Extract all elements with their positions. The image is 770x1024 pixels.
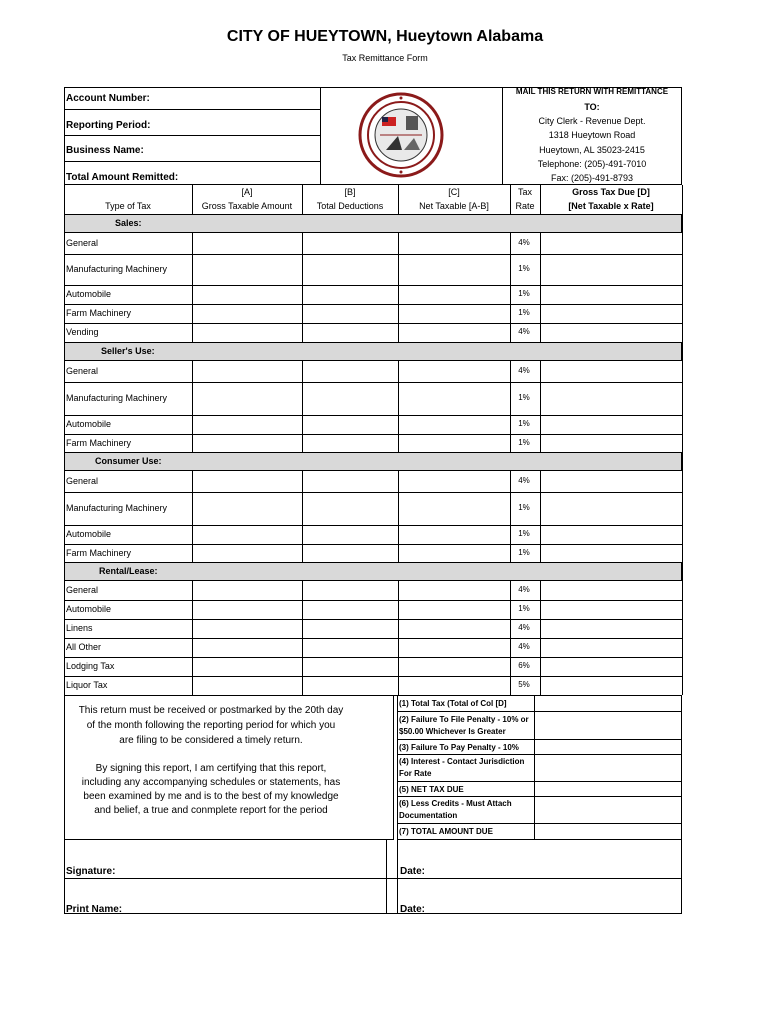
net-taxable-field[interactable] (399, 545, 509, 561)
gross-tax-due-field[interactable] (541, 601, 681, 618)
total-tax-field[interactable] (536, 697, 680, 710)
col-d-header: Gross Tax Due [D] (572, 187, 650, 197)
net-taxable-field[interactable] (399, 677, 509, 694)
print-name-field[interactable] (130, 884, 380, 912)
gross-taxable-field[interactable] (193, 324, 301, 341)
note-line-3: are filing to be considered a timely return. (119, 735, 303, 746)
section-consumer-use: Consumer Use: (64, 452, 682, 471)
deductions-field[interactable] (303, 620, 397, 637)
gross-tax-due-field[interactable] (541, 493, 681, 524)
row-label: Farm Machinery (66, 437, 132, 448)
net-taxable-field[interactable] (399, 234, 509, 253)
deductions-field[interactable] (303, 493, 397, 524)
gross-taxable-field[interactable] (193, 526, 301, 543)
row-label: Linens (66, 623, 93, 633)
signature-label: Signature: (66, 866, 116, 877)
row-label: Automobile (66, 419, 112, 429)
deductions-field[interactable] (303, 305, 397, 322)
note-line-2: of the month following the reporting period for which you (86, 720, 336, 731)
row-rate: 1% (518, 604, 530, 613)
gross-taxable-field[interactable] (193, 234, 301, 253)
row-rate: 4% (518, 327, 530, 336)
row-label: Manufacturing Machinery (66, 503, 168, 513)
note-line-7: and belief, a true and conmplete report for the period (94, 805, 328, 816)
col-rate-header: Tax (517, 187, 532, 197)
net-taxable-field[interactable] (399, 582, 509, 599)
net-taxable-field[interactable] (399, 286, 509, 303)
row-label: Manufacturing Machinery (66, 264, 168, 274)
summary-less-credits: (6) Less Credits - Must Attach (399, 799, 512, 808)
row-rate: 4% (518, 642, 530, 651)
row-rate: 1% (518, 503, 530, 512)
deductions-field[interactable] (303, 416, 397, 433)
row-rate: 1% (518, 419, 530, 428)
gross-tax-due-field[interactable] (541, 234, 681, 253)
total-amount-remitted-label: Total Amount Remitted: (66, 172, 179, 183)
row-label: Vending (66, 327, 99, 337)
net-tax-due-field[interactable] (536, 783, 680, 795)
less-credits-field[interactable] (536, 798, 680, 822)
summary-net-tax-due: (5) NET TAX DUE (399, 785, 464, 794)
row-label: Automobile (66, 289, 112, 299)
gross-taxable-field[interactable] (193, 493, 301, 524)
row-rate: 4% (518, 623, 530, 632)
row-label: All Other (66, 642, 102, 652)
date-label-2: Date: (400, 904, 426, 915)
deductions-field[interactable] (303, 362, 397, 381)
col-a-subheader: Gross Taxable Amount (201, 201, 293, 211)
signature-field[interactable] (130, 850, 380, 876)
net-taxable-field[interactable] (399, 526, 509, 543)
deductions-field[interactable] (303, 601, 397, 618)
net-taxable-field[interactable] (399, 416, 509, 433)
deductions-field[interactable] (303, 383, 397, 414)
mail-line-4: 1318 Hueytown Road (548, 130, 636, 140)
deductions-field[interactable] (303, 639, 397, 656)
gross-tax-due-field[interactable] (541, 383, 681, 414)
gross-tax-due-field[interactable] (541, 639, 681, 656)
row-rate: 4% (518, 585, 530, 594)
summary-interest-2: For Rate (399, 769, 432, 778)
mail-line-3: City Clerk - Revenue Dept. (538, 116, 646, 126)
row-label: Manufacturing Machinery (66, 393, 168, 403)
gross-taxable-field[interactable] (193, 582, 301, 599)
net-taxable-field[interactable] (399, 601, 509, 618)
failure-to-pay-field[interactable] (536, 741, 680, 753)
deductions-field[interactable] (303, 582, 397, 599)
row-rate: 4% (518, 238, 530, 247)
section-rental-lease: Rental/Lease: (64, 562, 682, 581)
section-sales: Sales: (64, 214, 682, 233)
row-rate: 1% (518, 437, 530, 447)
row-rate: 1% (518, 264, 530, 273)
gross-tax-due-field[interactable] (541, 416, 681, 433)
summary-less-credits-2: Documentation (399, 811, 458, 820)
gross-taxable-field[interactable] (193, 677, 301, 694)
gross-taxable-field[interactable] (193, 383, 301, 414)
row-label: Automobile (66, 529, 112, 539)
page-subtitle: Tax Remittance Form (342, 53, 428, 63)
deductions-field[interactable] (303, 658, 397, 675)
gross-taxable-field[interactable] (193, 286, 301, 303)
deductions-field[interactable] (303, 255, 397, 284)
gross-tax-due-field[interactable] (541, 545, 681, 561)
gross-tax-due-field[interactable] (541, 324, 681, 341)
net-taxable-field[interactable] (399, 362, 509, 381)
failure-to-file-field[interactable] (536, 713, 680, 738)
gross-tax-due-field[interactable] (541, 677, 681, 694)
row-label: General (66, 476, 99, 486)
mail-line-1: MAIL THIS RETURN WITH REMITTANCE (515, 87, 669, 96)
gross-taxable-field[interactable] (193, 545, 301, 561)
net-taxable-field[interactable] (399, 493, 509, 524)
summary-interest: (4) Interest - Contact Jurisdiction (399, 757, 525, 766)
gross-taxable-field[interactable] (193, 255, 301, 284)
col-b-header: [B] (344, 187, 356, 197)
col-type-header: Type of Tax (105, 201, 151, 211)
col-b-subheader: Total Deductions (316, 201, 384, 211)
net-taxable-field[interactable] (399, 383, 509, 414)
deductions-field[interactable] (303, 286, 397, 303)
gross-tax-due-field[interactable] (541, 286, 681, 303)
date-label: Date: (400, 866, 426, 877)
gross-taxable-field[interactable] (193, 620, 301, 637)
row-label: General (66, 238, 99, 248)
deductions-field[interactable] (303, 526, 397, 543)
section-sellers-use: Seller's Use: (64, 342, 682, 361)
deductions-field[interactable] (303, 234, 397, 253)
row-rate: 4% (518, 366, 530, 375)
gross-tax-due-field[interactable] (541, 658, 681, 675)
gross-taxable-field[interactable] (193, 639, 301, 656)
row-label: Farm Machinery (66, 308, 132, 318)
row-label: General (66, 585, 99, 595)
row-rate: 1% (518, 547, 530, 557)
net-taxable-field[interactable] (399, 658, 509, 675)
gross-tax-due-field[interactable] (541, 472, 681, 491)
row-rate: 4% (518, 476, 530, 485)
row-rate: 5% (518, 680, 530, 689)
interest-field[interactable] (536, 756, 680, 780)
summary-total-tax: (1) Total Tax (Total of Col [D] (399, 699, 507, 708)
col-a-header: [A] (241, 187, 253, 197)
gross-taxable-field[interactable] (193, 435, 301, 451)
row-label: Liquor Tax (66, 680, 108, 690)
row-label: General (66, 366, 99, 376)
gross-taxable-field[interactable] (193, 362, 301, 381)
account-number-label: Account Number: (66, 93, 150, 104)
deductions-field[interactable] (303, 545, 397, 561)
note-line-6: been examined by me and is to the best of my knowledge (83, 791, 339, 802)
gross-tax-due-field[interactable] (541, 362, 681, 381)
row-rate: 1% (518, 393, 530, 402)
date-field[interactable] (432, 850, 678, 876)
col-c-header: [C] (448, 187, 460, 197)
note-line-5: including any accompanying schedules or statements, has (81, 777, 341, 788)
row-label: Lodging Tax (66, 661, 115, 671)
deductions-field[interactable] (303, 435, 397, 451)
reporting-period-label: Reporting Period: (66, 120, 151, 131)
print-name-label: Print Name: (66, 904, 123, 915)
note-line-4: By signing this report, I am certifying that this report, (95, 763, 327, 774)
row-rate: 1% (518, 308, 530, 317)
col-c-subheader: Net Taxable [A-B] (419, 201, 489, 211)
page-title: CITY OF HUEYTOWN, Hueytown Alabama (226, 28, 544, 45)
net-taxable-field[interactable] (399, 639, 509, 656)
gross-tax-due-field[interactable] (541, 255, 681, 284)
net-taxable-field[interactable] (399, 255, 509, 284)
note-line-1: This return must be received or postmarked by the 20th day (78, 705, 344, 716)
summary-failure-to-file-2: $50.00 Whichever Is Greater (399, 727, 506, 736)
gross-tax-due-field[interactable] (541, 582, 681, 599)
net-taxable-field[interactable] (399, 305, 509, 322)
mail-line-6: Telephone: (205)-491-7010 (537, 159, 647, 169)
mail-line-7: Fax: (205)-491-8793 (550, 173, 634, 183)
row-rate: 6% (518, 661, 530, 670)
row-rate: 1% (518, 289, 530, 298)
row-rate: 1% (518, 529, 530, 538)
summary-total-amount-due: (7) TOTAL AMOUNT DUE (399, 827, 493, 836)
date-field-2[interactable] (432, 884, 678, 912)
net-taxable-field[interactable] (399, 472, 509, 491)
deductions-field[interactable] (303, 324, 397, 341)
net-taxable-field[interactable] (399, 620, 509, 637)
business-name-label: Business Name: (66, 145, 144, 156)
gross-tax-due-field[interactable] (541, 526, 681, 543)
gross-tax-due-field[interactable] (541, 620, 681, 637)
mail-line-2: TO: (584, 102, 600, 112)
gross-taxable-field[interactable] (193, 416, 301, 433)
summary-failure-to-pay: (3) Failure To Pay Penalty - 10% (399, 743, 519, 752)
gross-taxable-field[interactable] (193, 658, 301, 675)
mail-line-5: Hueytown, AL 35023-2415 (539, 145, 645, 155)
gross-tax-due-field[interactable] (541, 435, 681, 451)
row-label: Automobile (66, 604, 112, 614)
row-label: Farm Machinery (66, 547, 132, 558)
gross-tax-due-field[interactable] (541, 305, 681, 322)
deductions-field[interactable] (303, 472, 397, 491)
total-amount-due-field[interactable] (536, 825, 680, 839)
net-taxable-field[interactable] (399, 435, 509, 451)
gross-taxable-field[interactable] (193, 601, 301, 618)
col-rate-subheader: Rate (515, 201, 535, 211)
gross-taxable-field[interactable] (193, 305, 301, 322)
col-d-subheader: [Net Taxable x Rate] (568, 201, 654, 211)
deductions-field[interactable] (303, 677, 397, 694)
gross-taxable-field[interactable] (193, 472, 301, 491)
summary-failure-to-file: (2) Failure To File Penalty - 10% or (399, 715, 529, 724)
net-taxable-field[interactable] (399, 324, 509, 341)
